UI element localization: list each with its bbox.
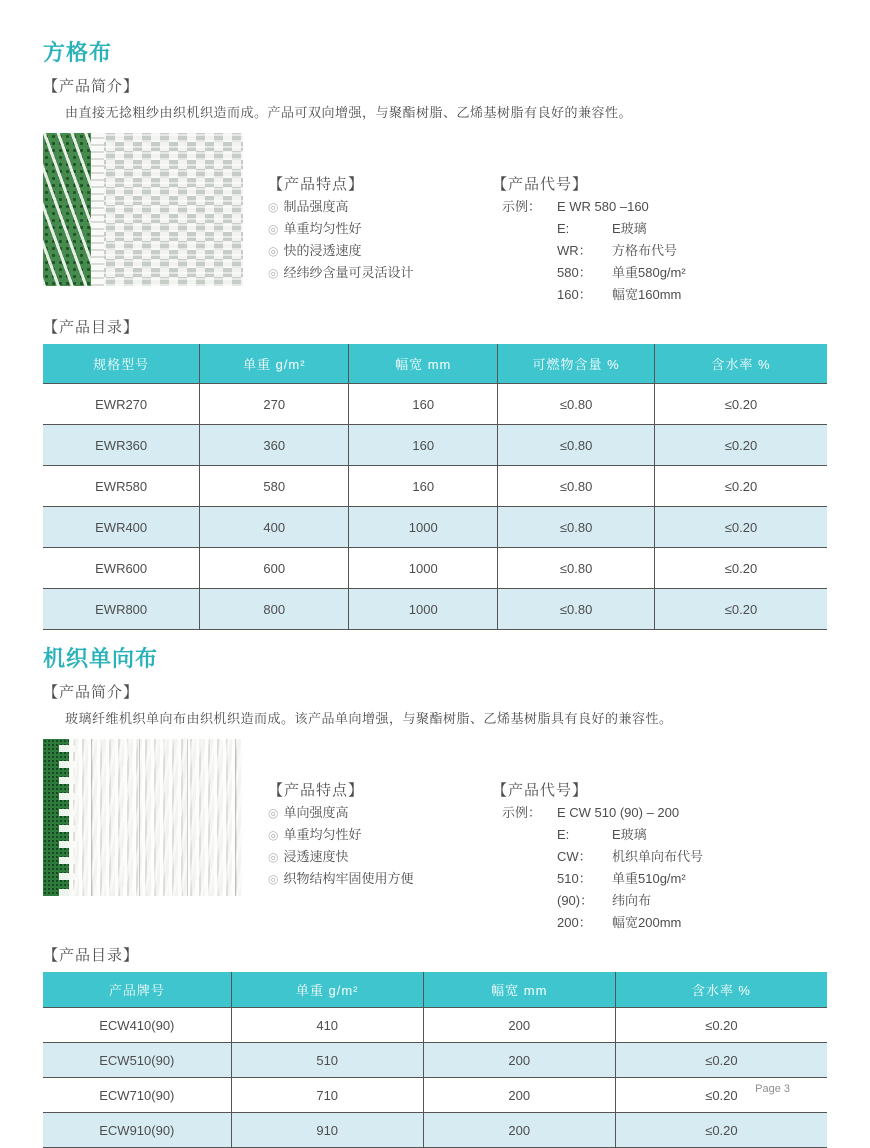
table-cell: 1000 [349, 589, 498, 630]
unidirectional-fabric-photo [43, 739, 243, 896]
column-header: 单重 g/m² [231, 972, 423, 1008]
table-row [43, 507, 827, 548]
green-selvedge-mesh [43, 133, 91, 286]
code-example-label: 示例： [502, 805, 542, 820]
table-row [43, 1113, 827, 1148]
circle-bullet-icon: ◎ [268, 244, 279, 258]
intro-heading: 【产品简介】 [43, 78, 140, 95]
column-header: 规格型号 [43, 344, 200, 384]
product-code-block [492, 739, 703, 934]
table-row [43, 1008, 827, 1043]
code-value: 机织单向布代号 [612, 849, 704, 864]
table-cell: EWR800 [43, 589, 200, 630]
intro-heading: 【产品简介】 [43, 684, 140, 701]
column-header: 幅宽 mm [423, 972, 615, 1008]
table-cell: 600 [200, 548, 349, 589]
table-row [43, 384, 827, 425]
code-key: WR： [557, 243, 592, 258]
intro-text: 玻璃纤维机织单向布由织机织造而成。该产品单向增强，与聚酯树脂、乙烯基树脂具有良好的兼容性。 [65, 711, 673, 726]
table-cell: 1000 [349, 548, 498, 589]
code-key: 510： [557, 871, 592, 886]
code-row [492, 868, 703, 890]
column-header: 含水率 % [615, 972, 827, 1008]
section-title-woven-roving: 方格布 [43, 40, 113, 65]
table-cell: ≤0.80 [498, 548, 655, 589]
feature-text: 浸透速度快 [283, 849, 349, 864]
feature-item [268, 802, 492, 824]
table-row [43, 1043, 827, 1078]
table-cell: ECW510(90) [43, 1043, 231, 1078]
table-cell: 160 [349, 425, 498, 466]
feature-text: 单重均匀性好 [283, 827, 362, 842]
table-cell: ≤0.20 [655, 384, 828, 425]
column-header: 可燃物含量 % [498, 344, 655, 384]
table-row [43, 589, 827, 630]
page-number: Page 3 [755, 1083, 790, 1095]
feature-item [268, 868, 492, 890]
feature-list [268, 802, 492, 890]
table-cell: 400 [200, 507, 349, 548]
woven-roving-product-table [43, 344, 827, 630]
feature-item [268, 846, 492, 868]
table-cell: 160 [349, 384, 498, 425]
table-cell: ≤0.80 [498, 466, 655, 507]
table-cell: EWR270 [43, 384, 200, 425]
table-cell: 800 [200, 589, 349, 630]
code-value: 方格布代号 [612, 243, 678, 258]
table-cell: ≤0.80 [498, 425, 655, 466]
code-row [492, 912, 703, 934]
feature-text: 织物结构牢固使用方便 [283, 871, 414, 886]
table-row [43, 548, 827, 589]
circle-bullet-icon: ◎ [268, 200, 279, 214]
table-cell: ECW910(90) [43, 1113, 231, 1148]
table-cell: 200 [423, 1043, 615, 1078]
feature-item [268, 196, 492, 218]
unidirectional-product-table [43, 972, 827, 1148]
column-header: 幅宽 mm [349, 344, 498, 384]
table-cell: ECW410(90) [43, 1008, 231, 1043]
table-cell: 200 [423, 1078, 615, 1113]
circle-bullet-icon: ◎ [268, 828, 279, 842]
circle-bullet-icon: ◎ [268, 222, 279, 236]
features-heading: 【产品特点】 [268, 782, 365, 799]
table-cell: 910 [231, 1113, 423, 1148]
code-value: 单重580g/m² [612, 265, 686, 280]
table-cell: 580 [200, 466, 349, 507]
feature-item [268, 240, 492, 262]
feature-text: 制品强度高 [283, 199, 349, 214]
intro-text: 由直接无捻粗纱由织机织造而成。产品可双向增强，与聚酯树脂、乙烯基树脂有良好的兼容性。 [65, 105, 633, 120]
table-cell: 510 [231, 1043, 423, 1078]
column-header: 单重 g/m² [200, 344, 349, 384]
selvedge-fringe [59, 739, 75, 896]
code-value: 幅宽200mm [612, 915, 682, 930]
table-cell: ≤0.20 [655, 589, 828, 630]
code-value: E玻璃 [612, 221, 647, 236]
selvedge-fringe [91, 133, 104, 286]
table-row [43, 466, 827, 507]
catalog-heading: 【产品目录】 [43, 947, 140, 964]
table-cell: 360 [200, 425, 349, 466]
table-cell: 160 [349, 466, 498, 507]
feature-item [268, 824, 492, 846]
code-row [492, 846, 703, 868]
table-cell: EWR600 [43, 548, 200, 589]
code-example-label: 示例： [502, 199, 542, 214]
table-cell: 270 [200, 384, 349, 425]
table-cell: ≤0.20 [655, 548, 828, 589]
feature-text: 快的浸透速度 [283, 243, 362, 258]
code-key: 200： [557, 915, 592, 930]
features-block [268, 133, 492, 284]
table-cell: EWR360 [43, 425, 200, 466]
code-key: 580： [557, 265, 592, 280]
table-cell: ECW710(90) [43, 1078, 231, 1113]
code-key: E: [557, 827, 570, 842]
section-woven-roving [43, 36, 827, 630]
table-cell: ≤0.80 [498, 589, 655, 630]
media-row [43, 133, 827, 306]
code-key: 160： [557, 287, 592, 302]
section-unidirectional [43, 642, 827, 1148]
code-row [492, 824, 703, 846]
features-heading: 【产品特点】 [268, 176, 365, 193]
table-cell: ≤0.80 [498, 507, 655, 548]
table-cell: ≤0.20 [615, 1043, 827, 1078]
code-heading: 【产品代号】 [492, 782, 589, 799]
code-heading: 【产品代号】 [492, 176, 589, 193]
code-key: CW： [557, 849, 592, 864]
feature-item [268, 218, 492, 240]
code-value: 单重510g/m² [612, 871, 686, 886]
woven-roving-fabric-photo [43, 133, 243, 286]
table-cell: EWR580 [43, 466, 200, 507]
table-header-row [43, 344, 827, 384]
table-row [43, 1078, 827, 1113]
table-cell: ≤0.80 [498, 384, 655, 425]
code-row [492, 262, 686, 284]
code-example-line [492, 196, 686, 218]
catalog-heading: 【产品目录】 [43, 319, 140, 336]
table-cell: 410 [231, 1008, 423, 1043]
table-cell: ≤0.20 [615, 1113, 827, 1148]
code-key: E: [557, 221, 570, 236]
table-cell: ≤0.20 [615, 1008, 827, 1043]
table-header-row [43, 972, 827, 1008]
feature-text: 经纬纱含量可灵活设计 [283, 265, 414, 280]
code-row [492, 240, 686, 262]
table-cell: 710 [231, 1078, 423, 1113]
feature-item [268, 262, 492, 284]
code-value: E玻璃 [612, 827, 647, 842]
circle-bullet-icon: ◎ [268, 872, 279, 886]
code-example-value: E CW 510 (90) – 200 [557, 805, 680, 820]
code-value: 幅宽160mm [612, 287, 682, 302]
feature-text: 单向强度高 [283, 805, 349, 820]
code-example-line [492, 802, 703, 824]
product-code-block [492, 133, 686, 306]
circle-bullet-icon: ◎ [268, 266, 279, 280]
code-row [492, 284, 686, 306]
table-cell: 200 [423, 1113, 615, 1148]
table-row [43, 425, 827, 466]
media-row [43, 739, 827, 934]
column-header: 产品牌号 [43, 972, 231, 1008]
circle-bullet-icon: ◎ [268, 850, 279, 864]
code-row [492, 890, 703, 912]
table-cell: 200 [423, 1008, 615, 1043]
features-block [268, 739, 492, 890]
table-cell: ≤0.20 [655, 466, 828, 507]
feature-text: 单重均匀性好 [283, 221, 362, 236]
column-header: 含水率 % [655, 344, 828, 384]
table-cell: ≤0.20 [655, 425, 828, 466]
table-cell: ≤0.20 [615, 1078, 827, 1113]
section-title-unidirectional: 机织单向布 [43, 646, 159, 671]
code-example-value: E WR 580 –160 [557, 199, 649, 214]
feature-list [268, 196, 492, 284]
code-value: 纬向布 [612, 893, 652, 908]
table-cell: EWR400 [43, 507, 200, 548]
table-cell: 1000 [349, 507, 498, 548]
code-row [492, 218, 686, 240]
table-cell: ≤0.20 [655, 507, 828, 548]
code-key: (90)： [557, 893, 594, 908]
circle-bullet-icon: ◎ [268, 806, 279, 820]
